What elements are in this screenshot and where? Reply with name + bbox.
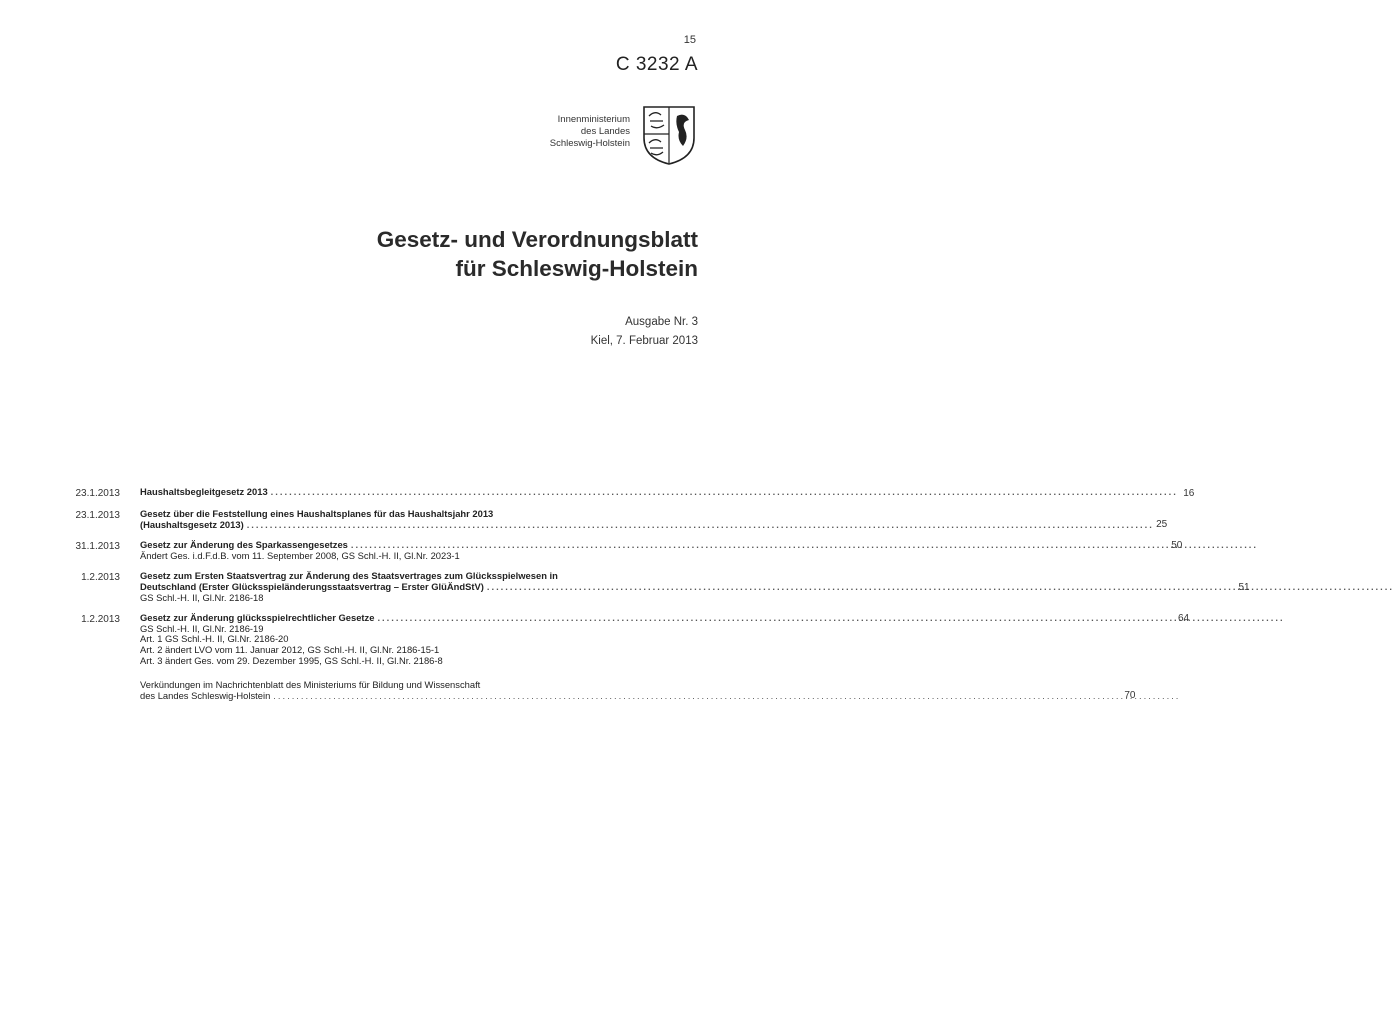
ministry-line: Innenministerium [557,114,630,125]
entry-title: Deutschland (Erster Glücksspieländerungsstaatsvertrag – Erster GlüÄndStV) [140,580,484,592]
entry-detail: GS Schl.-H. II, Gl.Nr. 2186-18 [140,591,264,603]
issue-info [591,313,698,351]
page-number: 15 [683,34,696,46]
entry-detail: Art. 1 GS Schl.-H. II, Gl.Nr. 2186-20 [140,633,289,645]
entry-title: (Haushaltsgesetz 2013) [140,518,244,530]
entry-date: 23.1.2013 [75,488,120,499]
ministry-line: des Landes [580,126,630,137]
document-code: C 3232 A [615,54,698,75]
title-line: für Schleswig-Holstein [455,256,698,281]
entry-page: 16 [1183,488,1195,499]
entry-date [40,680,120,701]
entry-page: 64 [1178,613,1190,625]
ministry-name [550,114,630,150]
entry-page: 50 [1171,540,1183,552]
toc-entry [40,508,1168,531]
entry-detail: Art. 2 ändert LVO vom 11. Januar 2012, GS Schl.-H. II, Gl.Nr. 2186-15-1 [140,643,440,655]
table-of-contents [40,486,1250,711]
entry-detail: Ändert Ges. i.d.F.d.B. vom 11. September 2008, GS Schl.-H. II, Gl.Nr. 2023-1 [140,549,460,561]
document-title [377,225,698,283]
entry-title: Haushaltsbegleitgesetz 2013 [140,486,268,497]
toc-entry [40,679,1136,702]
toc-entry [40,570,1250,603]
issue-number: Ausgabe Nr. 3 [625,316,698,328]
toc-entry [40,539,1183,561]
entry-date: 31.1.2013 [75,541,120,553]
title-line: Gesetz- und Verordnungsblatt [376,227,698,252]
toc-entry [40,486,1195,499]
entry-date: 23.1.2013 [75,510,120,521]
toc-entry [40,612,1190,666]
entry-title: des Landes Schleswig-Holstein [140,689,271,701]
entry-title: Gesetz zur Änderung glücksspielrechtlicher Gesetze [140,612,375,624]
entry-title: Gesetz zum Ersten Staatsvertrag zur Änderung des Staatsvertrages zum Glücksspielwesen in [140,570,558,582]
entry-date: 1.2.2013 [81,614,120,626]
entry-page: 51 [1238,581,1250,593]
entry-title: Verkündungen im Nachrichtenblatt des Ministeriums für Bildung und Wissenschaft [140,679,481,691]
entry-detail: GS Schl.-H. II, Gl.Nr. 2186-19 [140,622,264,634]
ministry-line: Schleswig-Holstein [549,138,630,149]
entry-detail: Art. 3 ändert Ges. vom 29. Dezember 1995, GS Schl.-H. II, Gl.Nr. 2186-8 [140,654,443,666]
issue-date: Kiel, 7. Februar 2013 [590,335,698,347]
entry-date: 1.2.2013 [81,572,120,584]
entry-title: Gesetz über die Feststellung eines Haushaltsplanes für das Haushaltsjahr 2013 [140,508,494,519]
coat-of-arms-icon [641,104,697,166]
entry-page: 25 [1156,519,1168,531]
entry-page: 70 [1124,690,1136,702]
entry-title: Gesetz zur Änderung des Sparkassengesetzes [140,539,348,551]
